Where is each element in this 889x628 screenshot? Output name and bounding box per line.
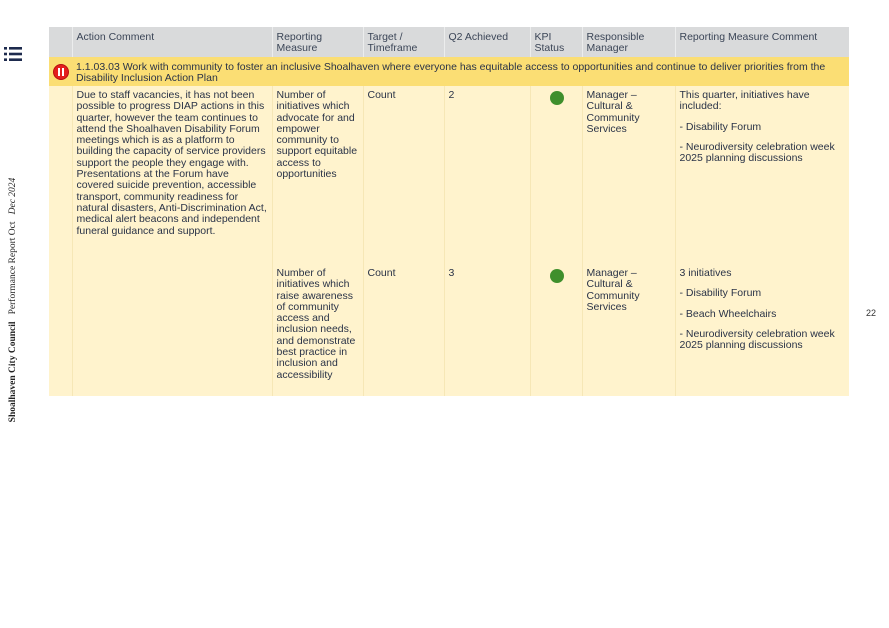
table-row (49, 264, 849, 396)
row-spacer-cell (49, 86, 72, 264)
manager-cell: Manager – Cultural & Community Services (582, 86, 675, 264)
target-cell: Count (363, 264, 444, 396)
header-manager: Responsible Manager (582, 27, 675, 57)
header-measure-comment: Reporting Measure Comment (675, 27, 849, 57)
kpi-status-on-track-icon (550, 91, 564, 105)
report-period: Dec 2024 (8, 177, 18, 215)
header-target: Target / Timeframe (363, 27, 444, 57)
header-icon-column (49, 27, 72, 57)
achieved-cell: 2 (444, 86, 530, 264)
comment-line: - Neurodiversity celebration week 2025 planning discussions (679, 140, 835, 165)
report-title: Performance Report Oct (8, 221, 18, 315)
measure-comment-cell (675, 264, 849, 396)
header-achieved: Q2 Achieved (444, 27, 530, 57)
action-status-cell (49, 57, 72, 86)
comment-line: - Neurodiversity celebration week 2025 planning discussions (679, 327, 835, 352)
header-action-comment: Action Comment (72, 27, 272, 57)
action-comment-cell: Due to staff vacancies, it has not been possible to progress DIAP actions in this quarter, however the team continues to attend the Shoalhaven Disability Forum meetings which is as a platform to building the capacity of service providers support the people they engage with. Presentations at the Forum have covered suicide prevention, accessible transport, community readiness for natural disasters, Anti-Discrimination Act, medical alert beacons and independent funeral guidance and support. (72, 86, 272, 264)
measure-comment-cell (675, 86, 849, 264)
comment-line: 3 initiatives (679, 267, 732, 279)
header-kpi-status: KPI Status (530, 27, 582, 57)
action-title: 1.1.03.03 Work with community to foster an inclusive Shoalhaven where everyone has equitable access to opportunities and continue to deliver priorities from the Disability Inclusion Action Plan (72, 57, 849, 86)
action-row (49, 57, 849, 86)
kpi-status-cell (530, 86, 582, 264)
reporting-measure-cell: Number of initiatives which raise awareness of community access and inclusion needs, and demonstrate best practice in inclusion and accessibility (272, 264, 363, 396)
action-comment-cell (72, 264, 272, 396)
manager-cell: Manager – Cultural & Community Services (582, 264, 675, 396)
target-cell: Count (363, 86, 444, 264)
achieved-cell: 3 (444, 264, 530, 396)
header-reporting-measure: Reporting Measure (272, 27, 363, 57)
row-spacer-cell (49, 264, 72, 396)
sidebar-title (8, 145, 22, 455)
list-icon[interactable] (4, 46, 22, 62)
performance-table (49, 27, 849, 396)
comment-line: - Beach Wheelchairs (679, 307, 777, 320)
table-row (49, 86, 849, 264)
paused-icon (53, 64, 69, 80)
page-number: 22 (866, 308, 877, 318)
comment-line: - Disability Forum (679, 120, 762, 133)
reporting-measure-cell: Number of initiatives which advocate for and empower community to support equitable access to opportunities (272, 86, 363, 264)
kpi-status-cell (530, 264, 582, 396)
comment-line: This quarter, initiatives have included: (679, 89, 810, 113)
comment-line: - Disability Forum (679, 287, 762, 300)
council-name: Shoalhaven City Council (8, 321, 18, 423)
table-header-row (49, 27, 849, 57)
kpi-status-on-track-icon (550, 269, 564, 283)
